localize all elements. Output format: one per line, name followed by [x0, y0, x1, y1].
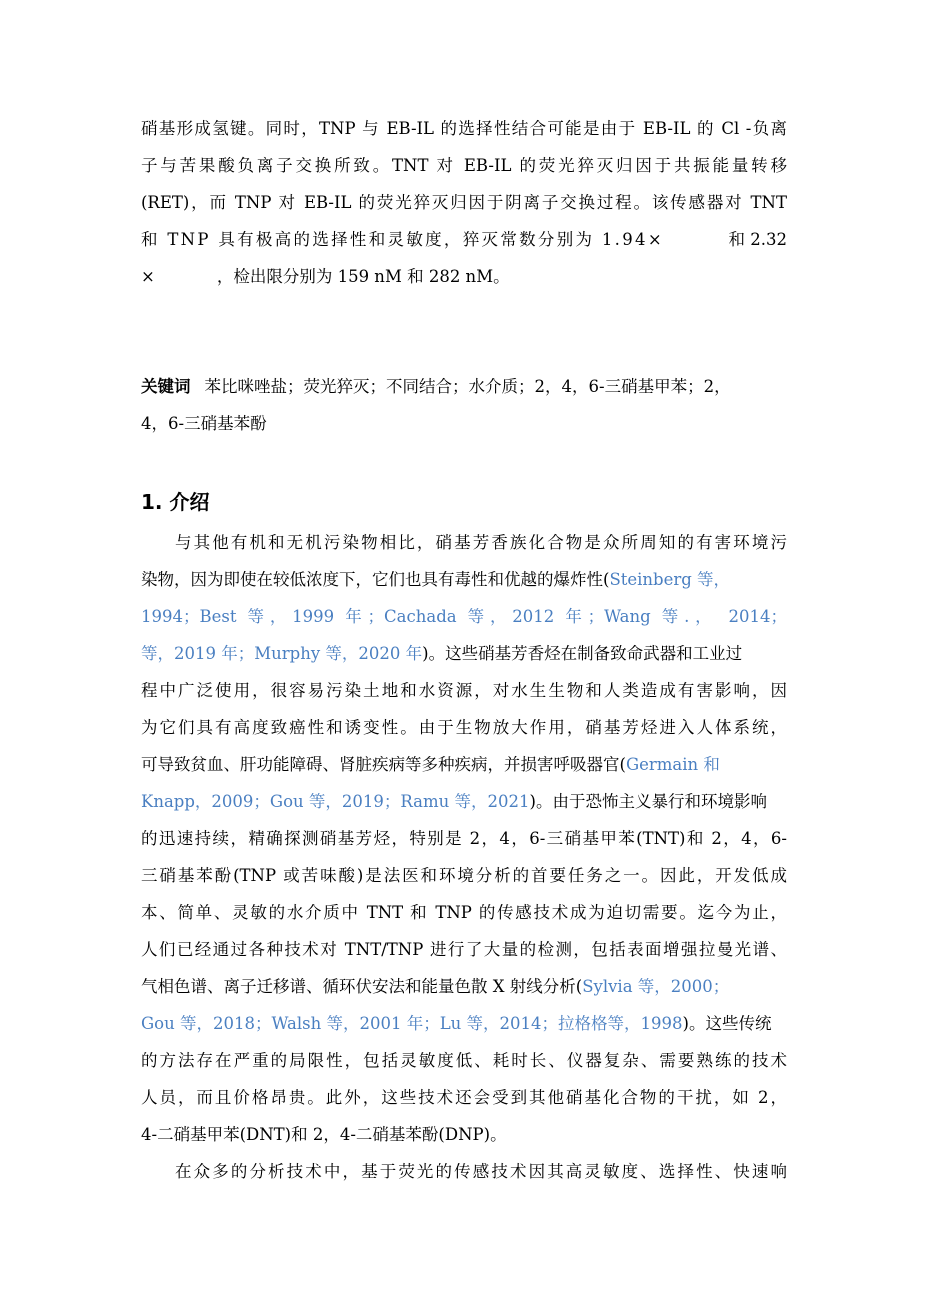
- section-heading: 1. 介绍: [141, 490, 210, 514]
- paragraph-line: [141, 783, 787, 820]
- paragraph-line: 本、简单、灵敏的水介质中 TNT 和 TNP 的传感技术成为迫切需要。迄今为止，: [141, 903, 787, 922]
- paragraph-line: [141, 968, 787, 1005]
- paragraph-text: 气相色谱、离子迁移谱、循环伏安法和能量色散 X 射线分析(: [141, 977, 583, 996]
- abstract-text: ，检出限分别为 159 nM 和 282 nM。: [216, 267, 510, 286]
- paragraph-text: )。由于恐怖主义暴行和环境影响: [529, 792, 767, 811]
- paragraph-line: [141, 635, 787, 672]
- keywords-text: 苯比咪唑盐；荧光猝灭；不同结合；水介质；2，4，6-三硝基甲苯；2，: [204, 377, 731, 396]
- abstract-line: 子与苦果酸负离子交换所致。TNT 对 EB-IL 的荧光猝灭归因于共振能量转移: [141, 156, 787, 175]
- paragraph-line: 三硝基苯酚(TNP 或苦味酸)是法医和环境分析的首要任务之一。因此，开发低成: [141, 866, 787, 885]
- keywords-label: 关键词: [141, 377, 191, 396]
- citation-link[interactable]: Gou 等，2018；Walsh 等，2001 年；Lu 等，2014；拉格格等，1998: [141, 1014, 683, 1033]
- paragraph-line: 与其他有机和无机污染物相比，硝基芳香族化合物是众所周知的有害环境污: [175, 533, 787, 552]
- paragraph-text: )。这些传统: [682, 1014, 772, 1033]
- citation-link[interactable]: Sylvia 等，2000；: [582, 977, 730, 996]
- abstract-line: [141, 258, 787, 295]
- paragraph-text: 可导致贫血、肝功能障碍、肾脏疾病等多种疾病，并损害呼吸器官(: [141, 755, 626, 774]
- paragraph-line: [141, 746, 787, 783]
- abstract-text: ×: [141, 267, 155, 286]
- paragraph-line: 人们已经通过各种技术对 TNT/TNP 进行了大量的检测，包括表面增强拉曼光谱、: [141, 940, 787, 959]
- citation-link[interactable]: 等，2019 年；Murphy 等，2020 年: [141, 644, 423, 663]
- keywords-line: [141, 368, 787, 405]
- paragraph-line: 的方法存在严重的局限性，包括灵敏度低、耗时长、仪器复杂、需要熟练的技术: [141, 1051, 787, 1070]
- paragraph-line: 4-二硝基甲苯(DNT)和 2，4-二硝基苯酚(DNP)。: [141, 1125, 507, 1144]
- citation-link[interactable]: 1994；Best 等，1999 年；Cachada 等，2012 年；Wang 等.， 2014；: [141, 607, 787, 626]
- paragraph-line: [141, 1005, 787, 1042]
- abstract-text: 和 2.32: [728, 230, 787, 249]
- keywords-block: [141, 368, 787, 442]
- paragraph-line: 人员，而且价格昂贵。此外，这些技术还会受到其他硝基化合物的干扰，如 2，: [141, 1088, 787, 1107]
- paragraph-line: 为它们具有高度致癌性和诱变性。由于生物放大作用，硝基芳烃进入人体系统，: [141, 718, 787, 737]
- paragraph-line: [141, 561, 787, 598]
- paragraph-line: 的迅速持续，精确探测硝基芳烃，特别是 2，4，6-三硝基甲苯(TNT)和 2，4，6-: [141, 829, 787, 848]
- keywords-line: 4，6-三硝基苯酚: [141, 414, 267, 433]
- abstract-line: 硝基形成氢键。同时，TNP 与 EB-IL 的选择性结合可能是由于 EB-IL 的 Cl -负离: [141, 119, 787, 138]
- paragraph-line: 程中广泛使用，很容易污染土地和水资源，对水生生物和人类造成有害影响，因: [141, 681, 787, 700]
- paragraph-line: 在众多的分析技术中，基于荧光的传感技术因其高灵敏度、选择性、快速响: [175, 1162, 787, 1181]
- citation-link[interactable]: Germain 和: [625, 755, 720, 774]
- abstract-text: 和 TNP 具有极高的选择性和灵敏度，猝灭常数分别为 1.94×: [141, 230, 664, 249]
- abstract-line: (RET)，而 TNP 对 EB-IL 的荧光猝灭归因于阴离子交换过程。该传感器对 TNT: [141, 193, 787, 212]
- abstract-line: [141, 221, 787, 258]
- citation-link[interactable]: Knapp，2009；Gou 等，2019；Ramu 等，2021: [141, 792, 530, 811]
- intro-paragraph: [141, 524, 787, 1153]
- paragraph-text: 染物，因为即使在较低浓度下，它们也具有毒性和优越的爆炸性(: [141, 570, 610, 589]
- abstract-block: [141, 110, 787, 295]
- second-paragraph: [141, 1153, 787, 1190]
- citation-link[interactable]: Steinberg 等，: [609, 570, 731, 589]
- paragraph-text: )。这些硝基芳香烃在制备致命武器和工业过: [422, 644, 743, 663]
